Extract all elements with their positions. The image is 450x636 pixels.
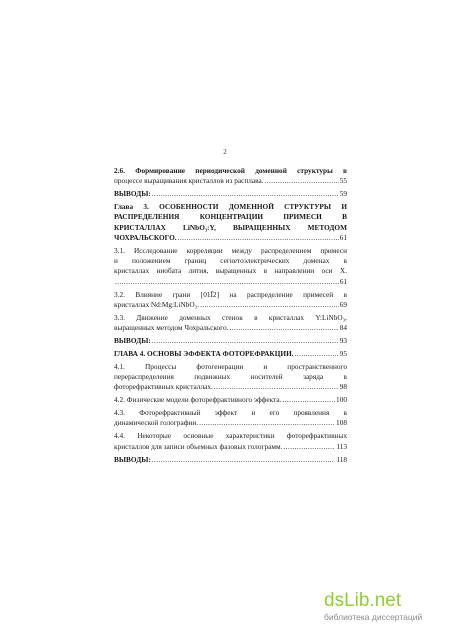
toc-page-number: 98 bbox=[339, 382, 347, 392]
toc-line-with-page bbox=[114, 323, 347, 333]
toc-entry-title: 3.2. Влияние грани [01Ī2] на распределение примесей в bbox=[114, 289, 347, 299]
toc-line-with-page bbox=[114, 395, 347, 405]
dot-leader bbox=[229, 323, 338, 333]
toc-page-number: 69 bbox=[339, 299, 347, 309]
toc-entry-title: кристаллах Nd:Mg:LiNbO₃. bbox=[114, 299, 200, 309]
toc-entry bbox=[114, 189, 347, 199]
toc-page-number: 100 bbox=[336, 395, 347, 405]
toc-entry-title: 4.2. Физические модели фоторефрактивного эффекта. bbox=[114, 395, 282, 405]
toc-entry-title: и положением границ сегнетоэлектрических доменах в bbox=[114, 256, 347, 266]
toc-entry bbox=[114, 362, 347, 393]
toc-entry-title: перераспределения подвижных носителей заряда в bbox=[114, 372, 347, 382]
toc-entry-title: 4.1. Процессы фотогенерации и пространственного bbox=[114, 361, 347, 371]
toc-line-with-page bbox=[114, 189, 347, 199]
toc-entry-title: РАСПРЕДЕЛЕНИЯ КОНЦЕНТРАЦИИ ПРИМЕСИ В bbox=[114, 212, 347, 222]
watermark bbox=[324, 591, 434, 622]
toc-entry bbox=[114, 202, 347, 243]
toc-entry bbox=[114, 313, 347, 334]
toc-entry-title: ГЛАВА 4. ОСНОВЫ ЭФФЕКТА ФОТОРЕФРАКЦИИ. bbox=[114, 348, 294, 358]
toc-entry-title: ЧОХРАЛЬСКОГО. bbox=[114, 232, 177, 242]
toc-line-with-page bbox=[114, 277, 347, 287]
toc-entry bbox=[114, 408, 347, 429]
toc-entry bbox=[114, 395, 347, 405]
dot-leader bbox=[152, 455, 335, 465]
toc-entry bbox=[114, 349, 347, 359]
dot-leader bbox=[295, 349, 339, 359]
toc-entry-title: 3.3. Движение доменных стенок в кристаллах Y:LiNbO₃, bbox=[114, 312, 347, 322]
toc-line-with-page bbox=[114, 442, 347, 452]
toc-entry-title: 4.4. Некоторые основные характеристики фоторефрактивных bbox=[114, 431, 347, 441]
toc-line-with-page bbox=[114, 176, 347, 186]
toc-line-with-page bbox=[114, 349, 347, 359]
table-of-contents bbox=[114, 166, 347, 467]
toc-entry-title: выращенных методом Чохральского. bbox=[114, 323, 229, 333]
toc-entry-title: 2.6. Формирование периодической доменной структуры в bbox=[114, 166, 347, 175]
toc-page-number: 61 bbox=[339, 232, 347, 242]
dot-leader bbox=[115, 277, 339, 287]
toc-page-number: 59 bbox=[339, 189, 347, 199]
toc-entry bbox=[114, 431, 347, 452]
page-number: 2 bbox=[223, 148, 227, 156]
toc-entry-title: ВЫВОДЫ: bbox=[114, 336, 151, 346]
toc-entry bbox=[114, 336, 347, 346]
toc-entry bbox=[114, 166, 347, 187]
toc-line-with-page bbox=[114, 336, 347, 346]
toc-entry-title: ВЫВОДЫ: bbox=[114, 189, 151, 199]
dot-leader bbox=[152, 336, 339, 346]
toc-entry bbox=[114, 455, 347, 465]
toc-entry-title: ВЫВОДЫ: bbox=[114, 454, 151, 464]
toc-entry-title: кристаллах ниобата лития, выращенных в направлении оси X. bbox=[114, 266, 347, 276]
toc-page-number: 118 bbox=[336, 454, 347, 464]
toc-entry-title: 4.3. Фоторефрактивный эффект и его проявления в bbox=[114, 408, 347, 418]
dot-leader bbox=[282, 395, 335, 405]
toc-entry-title: 3.1. Исследование корреляции между распределением примеси bbox=[114, 245, 347, 255]
toc-entry-title: КРИСТАЛЛАХ LiNbO₃:Y, ВЫРАЩЕННЫХ МЕТОДОМ bbox=[114, 222, 347, 232]
toc-page-number: 61 bbox=[339, 276, 347, 286]
dot-leader bbox=[214, 382, 339, 392]
toc-line-with-page bbox=[114, 418, 347, 428]
toc-entry bbox=[114, 290, 347, 311]
toc-line-with-page bbox=[114, 382, 347, 392]
toc-entry-title: динамической голографии. bbox=[114, 418, 199, 428]
dot-leader bbox=[152, 189, 339, 199]
toc-page-number: 95 bbox=[339, 348, 347, 358]
dot-leader bbox=[200, 300, 339, 310]
toc-page-number: 93 bbox=[339, 336, 347, 346]
toc-entry-title: Глава 3. ОСОБЕННОСТИ ДОМЕННОЙ СТРУКТУРЫ И bbox=[114, 202, 347, 212]
dot-leader bbox=[265, 176, 339, 186]
toc-page-number: 84 bbox=[339, 323, 347, 333]
toc-page-number: 113 bbox=[336, 441, 347, 451]
dot-leader bbox=[199, 418, 335, 428]
toc-page-number: 108 bbox=[336, 418, 347, 428]
toc-entry bbox=[114, 246, 347, 287]
dot-leader bbox=[178, 233, 339, 243]
toc-line-with-page bbox=[114, 455, 347, 465]
toc-entry-title: процессе выращивания кристаллов из расплава. bbox=[114, 176, 264, 186]
toc-page-number: 55 bbox=[339, 176, 347, 186]
toc-entry-title: фоторефрактивных кристаллах. bbox=[114, 382, 213, 392]
watermark-logo: dsLib.net bbox=[324, 590, 402, 611]
watermark-tagline: библиотека диссертаций bbox=[324, 612, 423, 622]
toc-line-with-page bbox=[114, 300, 347, 310]
toc-line-with-page bbox=[114, 233, 347, 243]
dot-leader bbox=[283, 442, 335, 452]
toc-entry-title: кристаллов для записи объемных фазовых голограмм. bbox=[114, 441, 283, 451]
